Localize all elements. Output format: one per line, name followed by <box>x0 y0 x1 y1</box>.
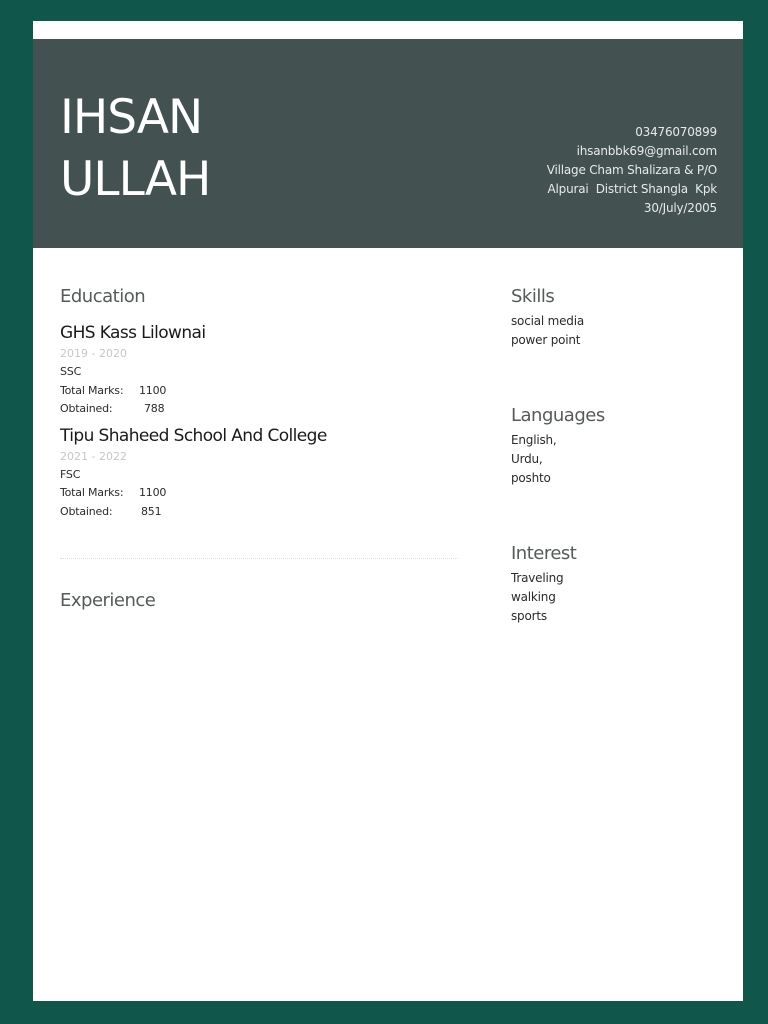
total-marks-value: 1100 <box>139 383 167 397</box>
obtained-value: 851 <box>141 504 162 518</box>
education-heading: Education <box>60 286 146 307</box>
interest-item: Traveling <box>511 571 564 585</box>
date-of-birth: 30/July/2005 <box>643 201 717 215</box>
experience-heading: Experience <box>60 590 156 611</box>
degree: FSC <box>60 467 81 481</box>
section-divider <box>60 558 458 559</box>
education-entry <box>60 322 460 419</box>
contact-details <box>547 123 717 218</box>
language-item: English, <box>511 433 557 447</box>
total-marks-label: Total Marks: <box>60 486 124 499</box>
full-name <box>60 87 210 211</box>
skills-heading: Skills <box>511 286 555 307</box>
languages-section <box>511 405 605 488</box>
interest-item: walking <box>511 590 556 604</box>
obtained-label: Obtained: <box>60 504 113 518</box>
obtained-value: 788 <box>144 402 165 415</box>
total-marks-row <box>60 382 460 401</box>
school-name: Tipu Shaheed School And College <box>60 425 327 446</box>
first-name: IHSAN <box>60 90 203 145</box>
total-marks-value: 1100 <box>139 486 167 499</box>
language-item: Urdu, <box>511 452 543 466</box>
last-name: ULLAH <box>60 152 211 207</box>
skills-section <box>511 286 584 350</box>
obtained-label: Obtained: <box>60 402 113 415</box>
skill-item: social media <box>511 314 585 328</box>
resume-page <box>33 21 743 1001</box>
address-line-2: Alpurai District Shangla Kpk <box>547 182 717 196</box>
interest-heading: Interest <box>511 543 577 564</box>
resume-header <box>33 39 743 248</box>
interest-section <box>511 543 576 626</box>
email-address: ihsanbbk69@gmail.com <box>576 144 717 158</box>
education-years: 2019 - 2020 <box>60 347 127 360</box>
total-marks-label: Total Marks: <box>60 383 124 397</box>
obtained-row <box>60 400 460 419</box>
education-years: 2021 - 2022 <box>60 449 127 463</box>
degree: SSC <box>60 365 82 378</box>
language-item: poshto <box>511 471 551 485</box>
interest-item: sports <box>511 609 547 623</box>
phone-number: 03476070899 <box>635 125 717 139</box>
left-column <box>60 286 460 612</box>
school-name: GHS Kass Lilownai <box>60 323 206 343</box>
skill-item: power point <box>511 333 581 347</box>
languages-heading: Languages <box>511 405 605 426</box>
education-entry <box>60 425 460 522</box>
total-marks-row <box>60 484 460 503</box>
address-line-1: Village Cham Shalizara & P/O <box>546 163 717 177</box>
obtained-row <box>60 503 460 522</box>
